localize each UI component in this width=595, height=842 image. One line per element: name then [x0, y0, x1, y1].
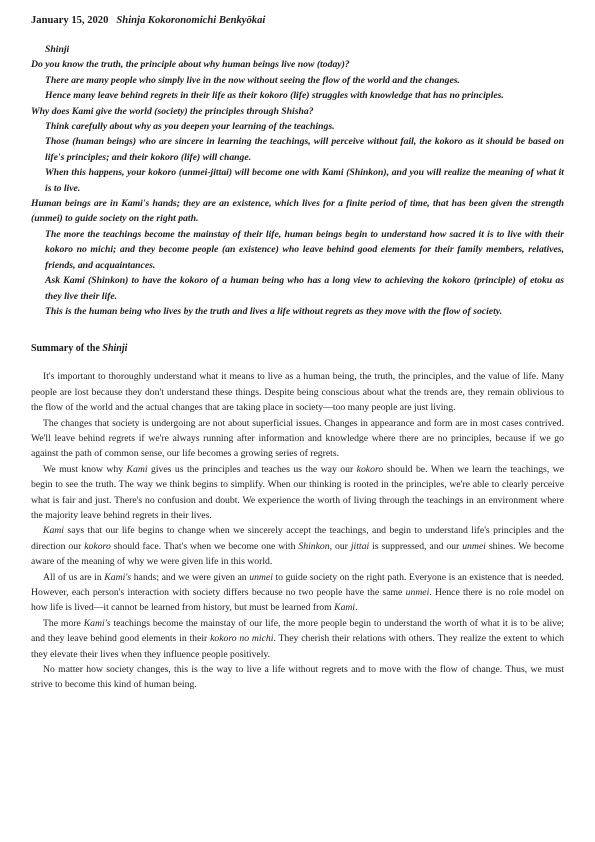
- emphasized-term: unmei: [249, 571, 273, 583]
- header-title: Shinja Kokoronomichi Benkyōkai: [116, 15, 266, 26]
- summary-paragraph: [31, 369, 564, 415]
- emphasized-term: Shinkon: [298, 540, 330, 552]
- text-run: We must know why: [43, 463, 127, 475]
- emphasized-term: Kami: [126, 463, 148, 475]
- summary-heading-prefix: Summary of the: [31, 343, 103, 355]
- summary-paragraph: [31, 523, 564, 569]
- text-run: No matter how society changes, this is the way to live a life without regrets and to move with the flow of change. Thus, we must strive to become this kind of human being.: [31, 664, 564, 691]
- text-run: .: [355, 602, 358, 614]
- shinji-answer-line: There are many people who simply live in the now without seeing the flow of the world and the changes.: [45, 74, 460, 86]
- shinji-answer-line: Think carefully about why as you deepen your learning of the teachings.: [45, 121, 335, 133]
- emphasized-term: unmei: [405, 587, 430, 598]
- text-run: It's important to thoroughly understand what it means to live as a human being, the truth, the principles, and the value of life. Many people are lost because they don't understand these things. Despite being conscious about what the trends are, they remain oblivious to the flow of the world and the actual changes that are taking place in society—too many people are just living.: [31, 371, 564, 414]
- emphasized-term: Kami's: [104, 571, 132, 583]
- emphasized-term: kokoro: [356, 463, 384, 475]
- emphasized-term: kokoro: [84, 540, 111, 552]
- text-run: should be. When we learn the teachings, we begin to see the truth. The way we think begins to simplify. When our thinking is rooted in the principles, we're able to clearly perceive what is fair and just. There's no confusion and doubt. We experience the worth of living through the teachings in an environment where the majority leave behind regrets in their lives.: [31, 463, 565, 521]
- text-run: is suppressed, and our: [369, 540, 463, 552]
- text-run: says that our life begins to change when we sincerely accept the teachings, and begin to understand life's principles and the direction our: [31, 525, 564, 552]
- text-run: teachings become the mainstay of our life, the more people begin to understand the worth of what it is to be alive; and they leave behind good elements in their: [31, 617, 564, 645]
- shinji-heading: Shinji: [45, 44, 70, 55]
- text-run: hands; and we were given an: [131, 571, 250, 583]
- shinji-answer-line: The more the teachings become the mainstay of their life, human beings begin to understand how sacred it is to live with their kokoro no michi; and they become people (an existence) who leave behind good elements for their family members, relatives, friends, and acquaintances.: [45, 228, 564, 271]
- summary-paragraph: [31, 416, 564, 462]
- text-run: . Hence there is no role model on how life is lived—it cannot be learned from history, but must be learned from: [31, 587, 564, 614]
- text-run: The more: [43, 617, 84, 629]
- text-run: , our: [329, 540, 351, 552]
- text-run: to guide society on the right path. Everyone is an existence that is needed. However, each person's interaction with society differs because no two people have the same: [31, 571, 564, 598]
- document-page: [31, 14, 564, 693]
- text-run: All of us are in: [43, 571, 105, 583]
- shinji-answer-line: Ask Kami (Shinkon) to have the kokoro of a human being who has a long view to achieving the kokoro (principle) of etoku as they live their life.: [45, 275, 564, 302]
- shinji-answer-line: Hence many leave behind regrets in their life as their kokoro (life) struggles with knowledge that has no principles.: [45, 90, 504, 102]
- header-date: January 15, 2020: [31, 15, 109, 26]
- text-run: The changes that society is undergoing are not about superficial issues. Changes in appearance and form are in most cases contrived. We'll leave behind regrets if we're always running after information and knowledge where there are no principles, because if we go against the path of common sense, our life becomes a growing series of regrets.: [31, 417, 564, 460]
- shinji-question-line: Do you know the truth, the principle about why human beings live now (today)?: [31, 59, 350, 71]
- shinji-answer-line: This is the human being who lives by the truth and lives a life without regrets as they move with the flow of society.: [45, 305, 503, 317]
- emphasized-term: Kami's: [83, 617, 111, 629]
- summary-paragraph: [31, 570, 564, 616]
- summary-heading: [31, 342, 564, 356]
- emphasized-term: Kami: [43, 525, 64, 537]
- emphasized-term: kokoro no michi: [210, 633, 274, 645]
- emphasized-term: Kami: [334, 602, 356, 614]
- page-header: [31, 14, 564, 28]
- text-run: should face. That's when we become one with: [110, 540, 299, 552]
- text-run: . They cherish their relations with others. They realize the extent to which they elevate their lives when they influence people positively.: [31, 633, 564, 660]
- shinji-question-line: Why does Kami give the world (society) the principles through Shisha?: [31, 105, 314, 117]
- shinji-question-line: Human beings are in Kami's hands; they are an existence, which lives for a finite period of time, that has been given the strength (unmei) to guide society on the right path.: [31, 198, 564, 225]
- summary-paragraph: [31, 616, 564, 662]
- shinji-section: [31, 42, 564, 319]
- summary-paragraph: [31, 462, 564, 524]
- shinji-answer-line: Those (human beings) who are sincere in learning the teachings, will perceive without fail, the kokoro as it should be based on life's principles; and their kokoro (life) will change.: [45, 136, 564, 163]
- summary-paragraph: [31, 662, 564, 693]
- emphasized-term: jittai: [350, 540, 370, 552]
- text-run: gives us the principles and teaches us the way our: [147, 463, 357, 475]
- shinji-lines: [31, 57, 564, 319]
- summary-heading-emphasis: Shinji: [102, 343, 128, 355]
- summary-body: [31, 369, 564, 693]
- shinji-answer-line: When this happens, your kokoro (unmei-jittai) will become one with Kami (Shinkon), and you will realize the meaning of what it is to live.: [45, 167, 564, 194]
- emphasized-term: unmei: [462, 540, 486, 552]
- text-run: shines. We become aware of the meaning of why we were given life in this world.: [31, 540, 564, 568]
